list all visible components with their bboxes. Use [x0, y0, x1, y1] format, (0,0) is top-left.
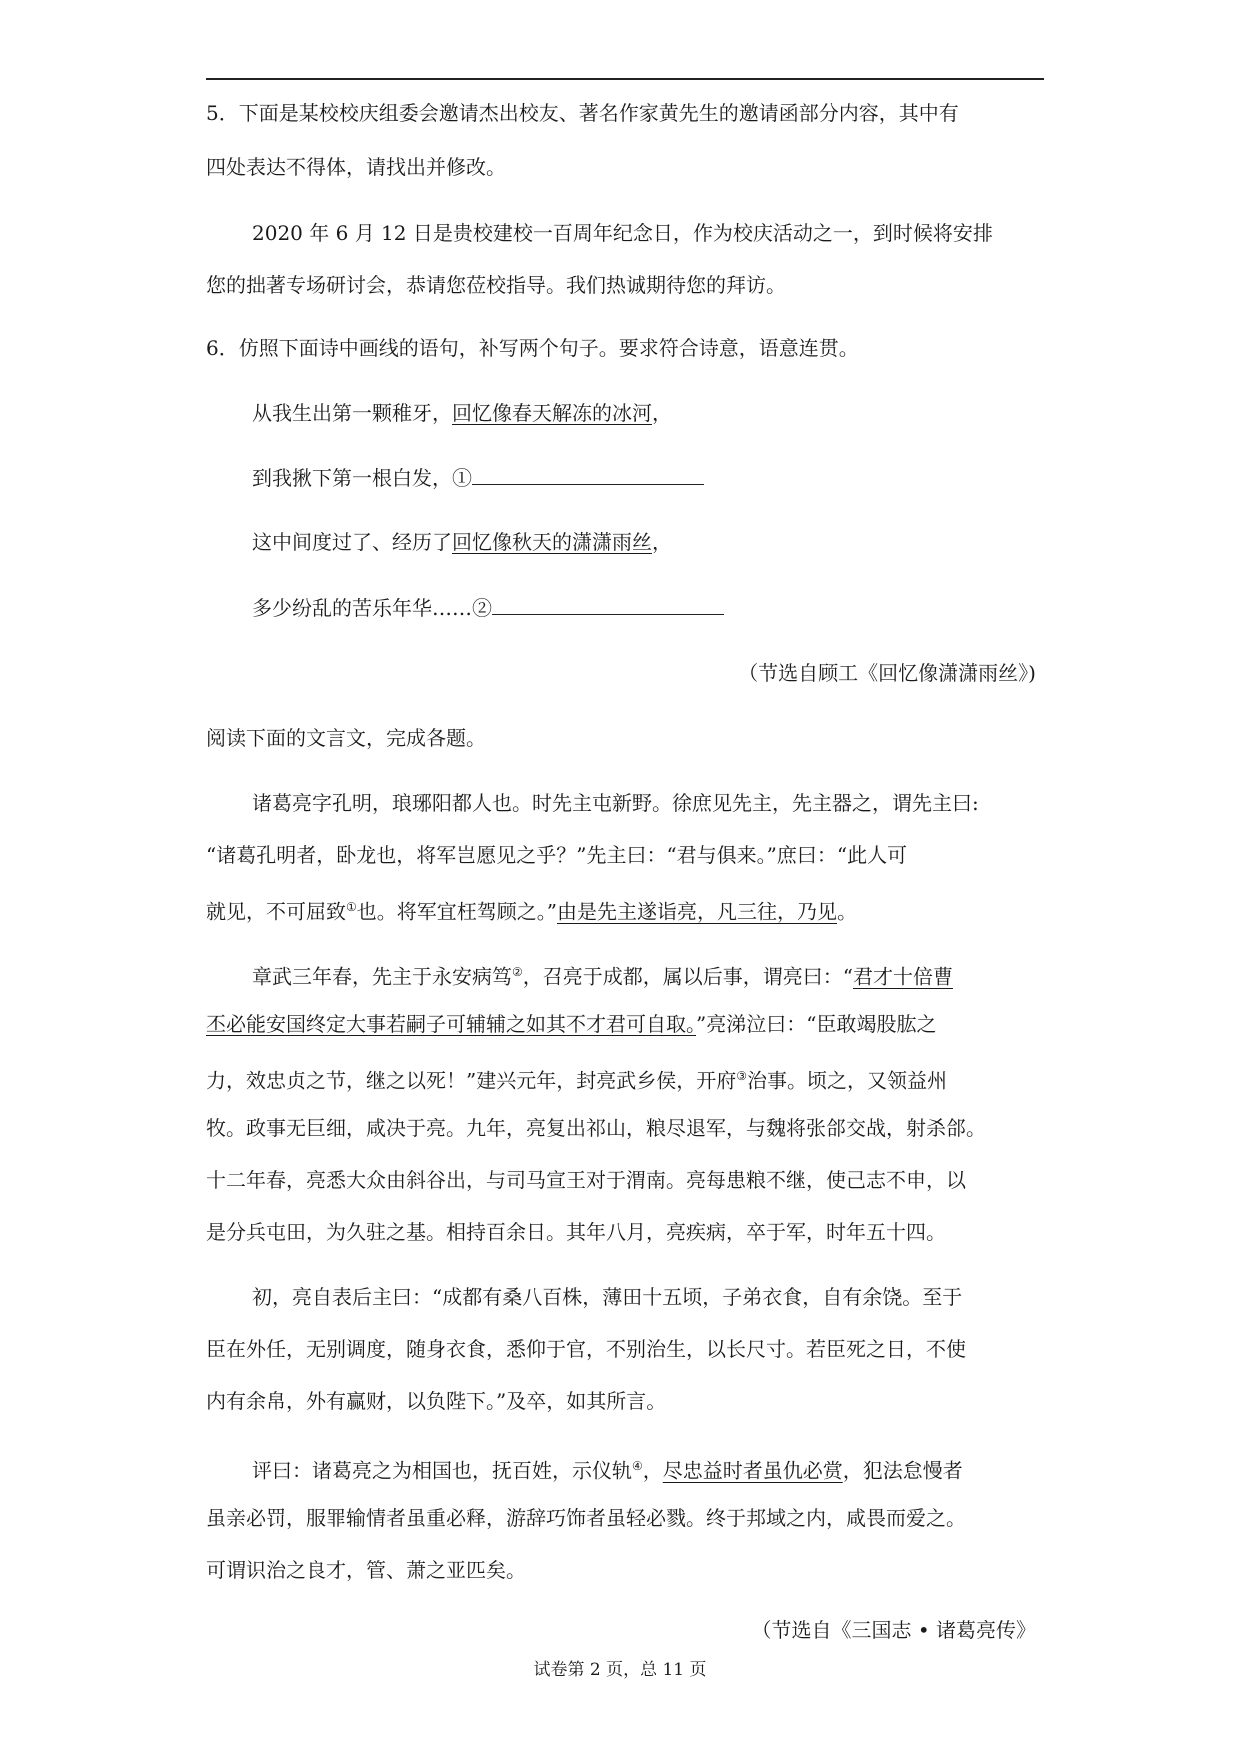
poem-line-1-post: ，: [652, 401, 672, 425]
footnote-marker-1: ①: [346, 900, 357, 914]
para1-underlined: 由是先主遂诣亮，凡三往，乃见: [557, 899, 837, 924]
poem-line-1: [252, 398, 672, 428]
reading-source: （节选自《三国志 • 诸葛亮传》: [751, 1618, 1036, 1642]
para2-line4: 牧。政事无巨细，咸决于亮。九年，亮复出祁山，粮尽退军，与魏将张郃交战，射杀郃。: [206, 1116, 986, 1140]
para1-line1: 诸葛亮字孔明，琅琊阳都人也。时先主屯新野。徐庶见先主，先主器之，谓先主曰:: [252, 791, 979, 815]
para4-line1-post: ，犯法怠慢者: [842, 1458, 963, 1483]
para4-line1-mid: ，: [642, 1458, 663, 1483]
para3-line1: 初，亮自表后主曰：“成都有桑八百株，薄田十五顷，子弟衣食，自有余饶。至于: [252, 1285, 963, 1309]
q5-line2: 四处表达不得体，请找出并修改。: [206, 155, 506, 179]
footnote-marker-4: ④: [632, 1459, 643, 1473]
poem-line-4-text: 多少纷乱的苦乐年华……②: [252, 596, 492, 620]
poem-line-1-underlined: 回忆像春天解冻的冰河: [452, 401, 652, 425]
para2-underlined-start: 君才十倍曹: [853, 964, 953, 989]
answer-blank-2[interactable]: [492, 592, 724, 615]
para2-line6: 是分兵屯田，为久驻之基。相持百余日。其年八月，亮疾病，卒于军，时年五十四。: [206, 1220, 946, 1244]
para3-line3: 内有余帛，外有赢财，以负陛下。”及卒，如其所言。: [206, 1389, 667, 1413]
para2-line3: [206, 1061, 947, 1096]
para1-line2: “诸葛孔明者，卧龙也，将军岂愿见之乎？”先主曰：“君与俱来。”庶曰：“此人可: [206, 843, 908, 867]
para2-line1: [252, 957, 953, 992]
para2-line3-post: 治事。顷之，又领益州: [747, 1068, 947, 1093]
para2-line2-post: ”亮涕泣曰：“臣敢竭股肱之: [696, 1012, 937, 1036]
poem-line-4: [252, 592, 724, 623]
para1-line3: [206, 892, 857, 927]
poem-line-3-underlined: 回忆像秋天的潇潇雨丝: [452, 530, 652, 554]
poem-line-1-pre: 从我生出第一颗稚牙，: [252, 401, 452, 425]
q5-line1: 5．下面是某校校庆组委会邀请杰出校友、著名作家黄先生的邀请函部分内容，其中有: [206, 101, 959, 125]
reading-intro: 阅读下面的文言文，完成各题。: [206, 726, 486, 750]
footnote-marker-2: ②: [512, 965, 523, 979]
para4-line1-pre: 评曰：诸葛亮之为相国也，抚百姓，示仪轨: [252, 1458, 632, 1483]
para2-line1-mid: ，召亮于成都，属以后事，谓亮曰：“: [522, 964, 853, 989]
para1-line3-post: 。: [837, 899, 857, 924]
para3-line2: 臣在外任，无别调度，随身衣食，悉仰于官，不别治生，以长尺寸。若臣死之日，不使: [206, 1337, 966, 1361]
poem-line-2-text: 到我揪下第一根白发，①: [252, 466, 472, 490]
para1-line3-mid: 也。将军宜枉驾顾之。”: [356, 899, 557, 924]
para2-line1-pre: 章武三年春，先主于永安病笃: [252, 964, 512, 989]
para2-line5: 十二年春，亮悉大众由斜谷出，与司马宣王对于渭南。亮每患粮不继，使己志不申，以: [206, 1168, 966, 1192]
para2-line3-pre: 力，效忠贞之节，继之以死！”建兴元年，封亮武乡侯，开府: [206, 1068, 737, 1093]
header-rule: [206, 78, 1044, 80]
para2-underlined-end: 丕必能安国终定大事若嗣子可辅辅之如其不才君可自取。: [206, 1012, 696, 1036]
para1-line3-pre: 就见，不可屈致: [206, 899, 346, 924]
para4-line3: 可谓识治之良才，管、萧之亚匹矣。: [206, 1558, 526, 1582]
para4-line1: [252, 1451, 963, 1486]
poem-line-3-post: ，: [652, 530, 672, 554]
para2-line2: [206, 1009, 936, 1039]
q5-passage2: 您的拙著专场研讨会，恭请您莅校指导。我们热诚期待您的拜访。: [206, 273, 786, 297]
q5-passage1: 2020 年 6 月 12 日是贵校建校一百周年纪念日，作为校庆活动之一，到时候将安排: [252, 221, 993, 245]
q6-prompt: 6．仿照下面诗中画线的语句，补写两个句子。要求符合诗意，语意连贯。: [206, 336, 859, 360]
answer-blank-1[interactable]: [472, 462, 704, 485]
poem-line-2: [252, 462, 704, 493]
footnote-marker-3: ③: [736, 1069, 747, 1083]
para4-line2: 虽亲必罚，服罪输情者虽重必释，游辞巧饰者虽轻必戮。终于邦域之内，咸畏而爱之。: [206, 1506, 966, 1530]
q6-source: （节选自顾工《回忆像潇潇雨丝》): [738, 661, 1036, 685]
poem-line-3: [252, 527, 672, 557]
poem-line-3-pre: 这中间度过了、经历了: [252, 530, 452, 554]
para4-underlined: 尽忠益时者虽仇必赏: [662, 1458, 843, 1483]
page-footer: 试卷第 2 页，总 11 页: [533, 1660, 707, 1680]
